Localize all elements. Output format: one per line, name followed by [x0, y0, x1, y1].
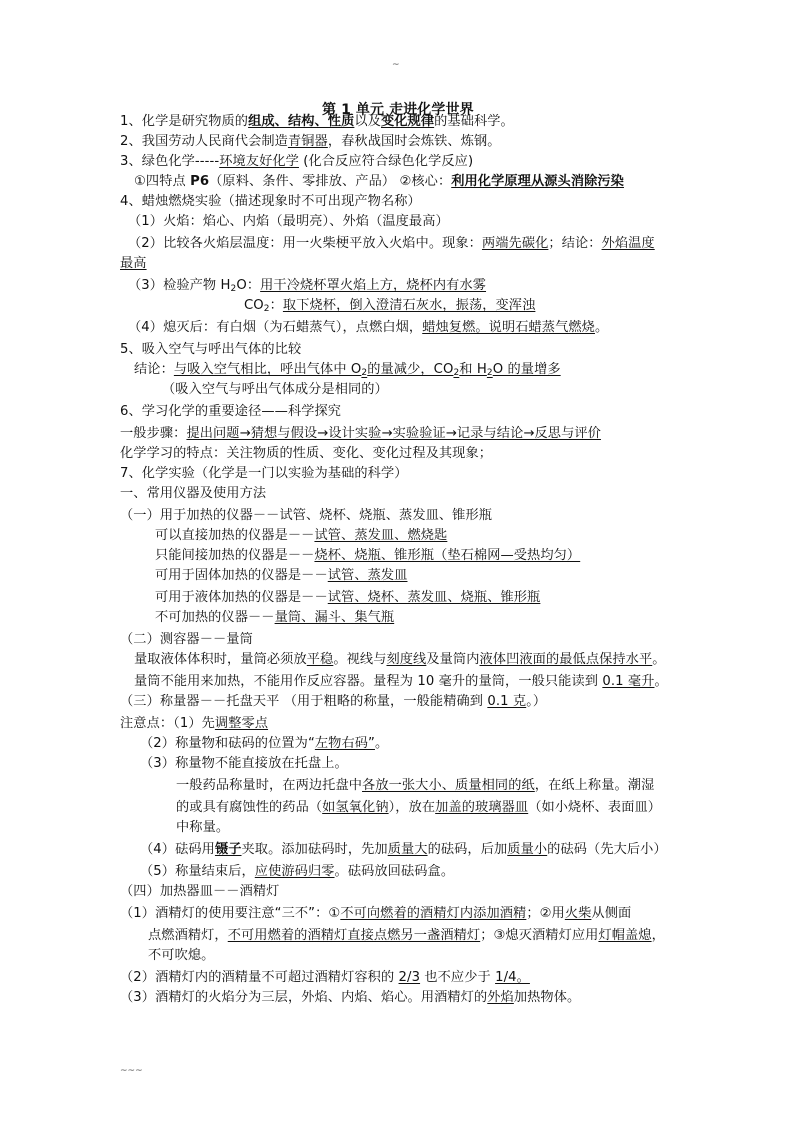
text-run: （一）用于加热的仪器－－试管、烧杯、烧瓶、蒸发皿、锥形瓶 [120, 508, 493, 523]
text-run: （原料、条件、零排放、产品） ②核心： [209, 174, 452, 189]
text-line [155, 526, 794, 546]
text-run: （4）砝码用 [140, 842, 215, 857]
text-run: 1/4。 [495, 970, 530, 985]
text-line [120, 424, 794, 444]
text-run: 从侧面 [591, 906, 632, 921]
text-run: 试管、蒸发皿、燃烧匙 [314, 528, 448, 543]
text-run: P6 [190, 174, 210, 189]
text-run: （四）加热器皿－－酒精灯 [120, 884, 280, 899]
text-line [120, 152, 794, 172]
text-run: ，在纸上称量。潮湿 [534, 778, 655, 793]
text-run: 。砝码放回砝码盒。 [334, 864, 455, 879]
text-run: 不可用燃着的酒精灯直接点燃另一盏酒精灯 [227, 928, 481, 943]
text-line [120, 692, 794, 712]
text-run: 加盖的玻璃器皿 [435, 800, 529, 815]
text-run: （三）称量器－－托盘天平 （用于粗略的称量，一般能精确到 [120, 694, 488, 709]
text-run: 6、学习化学的重要途径——科学探究 [120, 404, 342, 419]
text-run: 。视线与 [333, 652, 387, 667]
text-run: 用干冷烧杯罩火焰上方，烧杯内有水雾 [260, 278, 487, 293]
text-run: （1）酒精灯的使用要注意“三不”：① [120, 906, 341, 921]
text-line [120, 904, 794, 924]
text-run: 0.1 毫升 [602, 674, 655, 689]
text-run: 5、吸入空气与呼出气体的比较 [120, 342, 302, 357]
text-line [155, 546, 794, 566]
text-run: 3、绿色化学----- [120, 154, 220, 169]
text-line [140, 862, 794, 882]
text-line [120, 112, 794, 132]
text-line [140, 754, 794, 774]
text-run: （2）比较各火焰层温度：用一火柴梗平放入火焰中。现象： [128, 236, 482, 251]
text-run: 2 [486, 368, 493, 378]
text-line [120, 464, 794, 484]
text-run: 夹取。添加砝码时，先加 [241, 842, 388, 857]
text-line [155, 566, 794, 586]
text-run: 不可吹熄。 [148, 948, 215, 963]
text-run: 可用于固体加热的仪器是－－ [155, 568, 328, 583]
text-line [120, 882, 794, 902]
text-line [128, 318, 794, 338]
text-run: 4、蜡烛燃烧实验（描述现象时不可出现产物名称） [120, 194, 421, 209]
text-run: 2 [230, 284, 237, 294]
text-run: 的砝码，后加 [427, 842, 508, 857]
text-run: （4）熄灭后：有白烟（为石蜡蒸气），点燃白烟， [128, 320, 423, 335]
text-run: 量筒、漏斗、集气瓶 [274, 610, 395, 625]
text-run: 注意点：（1）先 [120, 716, 215, 731]
footer-mark: ~~~ [120, 1066, 143, 1076]
text-run: 的砝码（先大后小） [547, 842, 667, 857]
text-run: 。） [526, 694, 547, 709]
text-line [120, 988, 794, 1008]
text-run: 与吸入空气相比，呼出气体中 O [173, 362, 362, 377]
text-run: 一、常用仪器及使用方法 [120, 486, 267, 501]
text-run: 。 [594, 320, 609, 335]
text-run: （3）检验产物 H [128, 278, 231, 293]
text-run: 蜡烛复燃。说明石蜡蒸气燃烧 [422, 320, 595, 335]
text-run: 调整零点 [214, 716, 269, 731]
text-run: 1、化学是研究物质的 [120, 114, 249, 129]
text-line [162, 380, 794, 400]
text-run: ，春秋战国时会炼铁、炼钢。 [327, 134, 501, 149]
text-run: 。 [654, 674, 668, 689]
text-run: （二）测容器－－量筒 [120, 632, 253, 647]
text-line [244, 296, 794, 319]
text-run: 青铜器 [287, 134, 328, 149]
text-run: （1）火焰：焰心、内焰（最明亮）、外焰（温度最高） [128, 214, 449, 229]
text-run: 。 [652, 652, 666, 667]
text-run: 量取液体体积时，量筒必须放 [134, 652, 307, 667]
text-run: 量筒不能用来加热，不能用作反应容器。量程为 10 毫升的量筒，一般只能读到 [134, 674, 603, 689]
text-run: 2/3 [398, 970, 421, 985]
text-run: ， [651, 928, 665, 943]
text-run: 以及 [354, 114, 381, 129]
text-run: （3）酒精灯的火焰分为三层，外焰、内焰、焰心。用酒精灯的 [120, 990, 488, 1005]
text-run: 结论： [134, 362, 174, 377]
text-line [134, 650, 794, 670]
text-run: 2、我国劳动人民商代会制造 [120, 134, 288, 149]
text-run: O： [236, 278, 261, 293]
text-line [176, 776, 794, 796]
text-run: 取下烧杯，倒入澄清石灰水，振荡，变浑浊 [282, 298, 536, 313]
text-run: O 的量增多 [492, 362, 561, 377]
text-run: 烧杯、烧瓶、锥形瓶（垫石棉网—受热均匀） [314, 548, 581, 563]
text-line [155, 608, 794, 628]
text-run: 可以直接加热的仪器是－－ [155, 528, 315, 543]
text-line [155, 588, 794, 608]
text-run: （吸入空气与呼出气体成分是相同的） [162, 382, 388, 397]
text-run: （如小烧杯、表面皿） [528, 800, 662, 815]
text-line [134, 672, 794, 692]
text-run: 质量大 [387, 842, 428, 857]
text-run: ；③熄灭酒精灯应用 [480, 928, 599, 943]
text-run: 组成、结构、性质 [248, 114, 355, 129]
text-run: 0.1 克 [487, 694, 527, 709]
text-line [176, 798, 794, 818]
text-run: 点燃酒精灯， [148, 928, 228, 943]
text-run: 左物右码” [314, 736, 375, 751]
text-line [134, 172, 794, 192]
text-run: 刻度线 [386, 652, 427, 667]
text-run: CO [244, 298, 264, 313]
text-line [120, 254, 794, 274]
text-run: 火柴 [564, 906, 592, 921]
text-line [120, 968, 794, 988]
text-run: （5）称量结束后， [140, 864, 255, 879]
text-run: 2 [263, 304, 270, 314]
text-run: 镊子 [214, 842, 242, 857]
text-line [120, 714, 794, 734]
text-run: 利用化学原理从源头消除污染 [451, 174, 624, 189]
text-run: 灯帽盖熄 [598, 928, 652, 943]
text-line [120, 444, 794, 464]
text-run: 2 [453, 368, 460, 378]
text-run: 应使游码归零 [254, 864, 335, 879]
text-run: 。 [374, 736, 389, 751]
text-run: 试管、烧杯、蒸发皿、烧瓶、锥形瓶 [327, 590, 541, 605]
text-run: 变化规律 [380, 114, 435, 129]
text-run: 加热物体。 [513, 990, 581, 1005]
text-run: 和 H [459, 362, 487, 377]
text-line [120, 402, 794, 422]
text-run: (化合反应符合绿色化学反应) [298, 154, 474, 169]
text-run: 一般药品称量时，在两边托盘中 [176, 778, 363, 793]
text-run: （2）酒精灯内的酒精量不可超过酒精灯容积的 [120, 970, 399, 985]
text-line [176, 818, 794, 838]
text-line [128, 234, 794, 254]
text-run: 环境友好化学 [219, 154, 299, 169]
text-run: 不可向燃着的酒精灯内添加酒精 [340, 906, 527, 921]
text-line [128, 212, 794, 232]
text-run: 不可加热的仪器－－ [155, 610, 275, 625]
text-run: 可用于液体加热的仪器是－－ [155, 590, 328, 605]
text-line [148, 946, 794, 966]
text-run: （3）称量物不能直接放在托盘上。 [140, 756, 348, 771]
text-run: ①四特点 [134, 174, 191, 189]
text-run: （2）称量物和砝码的位置为“ [140, 736, 315, 751]
text-run: 也不应少于 [420, 970, 496, 985]
text-line [120, 340, 794, 360]
text-run: 质量小 [507, 842, 548, 857]
text-line [140, 734, 794, 754]
text-run: 及量筒内 [426, 652, 480, 667]
text-run: 液体凹液面的最低点保持水平 [479, 652, 653, 667]
text-line [120, 506, 794, 526]
text-run: 提出问题→猜想与假设→设计实验→实验验证→记录与结论→反思与评价 [186, 426, 601, 441]
text-run: 各放一张大小、质量相同的纸 [362, 778, 535, 793]
text-run: 的基础科学。 [434, 114, 514, 129]
text-run: 化学学习的特点：关注物质的性质、变化、变化过程及其现象； [120, 446, 493, 461]
text-run: 中称量。 [176, 820, 230, 835]
text-run: 如氢氧化钠 [322, 800, 389, 815]
text-run: ；结论： [548, 236, 602, 251]
text-line [140, 840, 794, 860]
text-run: 7、化学实验（化学是一门以实验为基础的科学） [120, 466, 408, 481]
text-run: 的量减少，CO [367, 362, 454, 377]
text-run: 的或具有腐蚀性的药品（ [176, 800, 323, 815]
page-title: 第 1 单元 走进化学世界 [322, 102, 474, 118]
text-run: 试管、蒸发皿 [327, 568, 408, 583]
text-run: 两端先碳化 [481, 236, 549, 251]
text-line [120, 484, 794, 504]
text-line [148, 926, 794, 946]
text-run: 外焰温度 [601, 236, 655, 251]
text-run: ： [269, 298, 283, 313]
text-run: 一般步骤： [120, 426, 187, 441]
text-line [120, 192, 794, 212]
text-run: 只能间接加热的仪器是－－ [155, 548, 315, 563]
header-mark: ~ [392, 60, 400, 70]
text-run: ），放在 [388, 800, 436, 815]
text-run: 最高 [120, 256, 147, 271]
text-run: 2 [361, 368, 368, 378]
text-line [120, 630, 794, 650]
text-run: ；②用 [526, 906, 565, 921]
text-run: 平稳 [306, 652, 334, 667]
text-line [120, 132, 794, 152]
text-run: 外焰 [487, 990, 514, 1005]
